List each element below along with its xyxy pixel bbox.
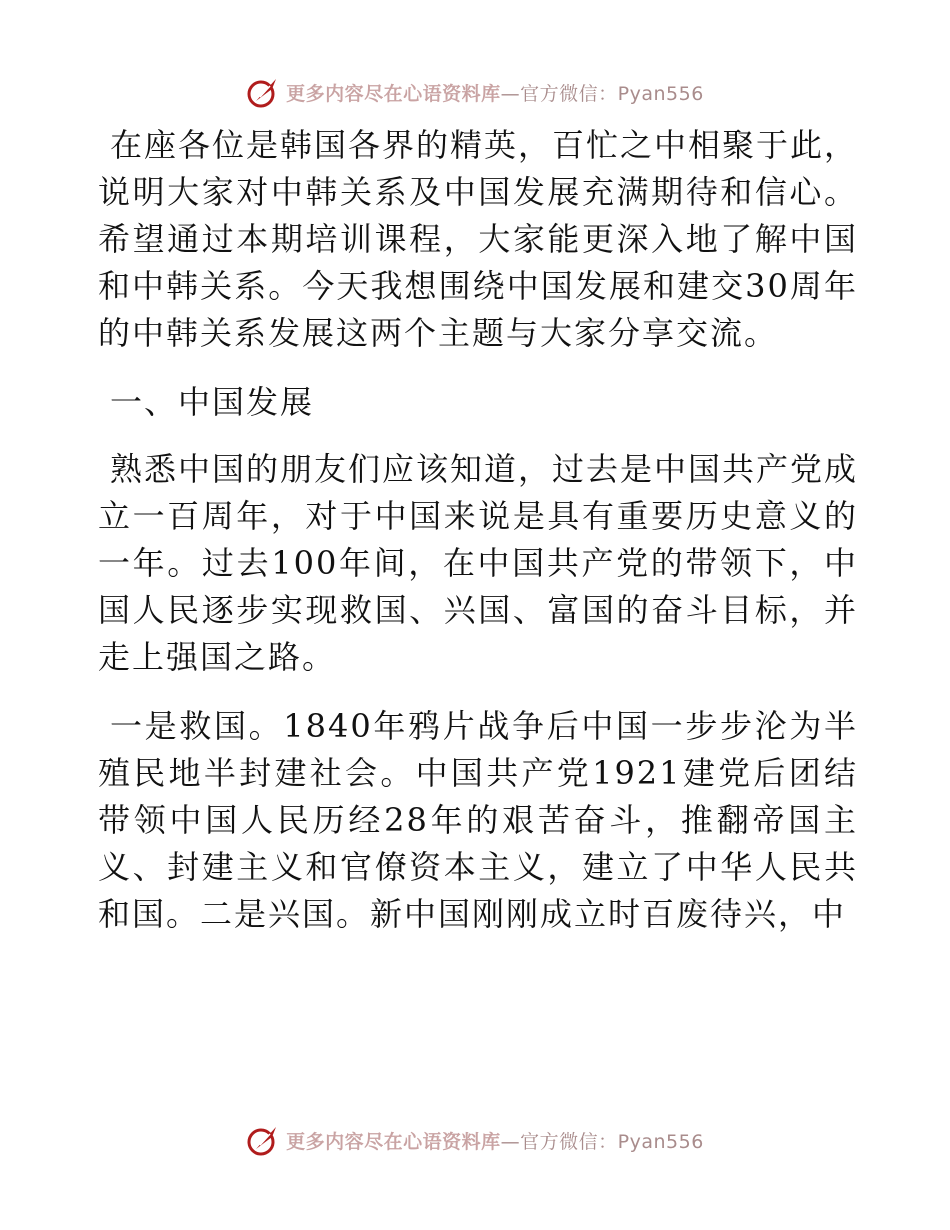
body-paragraph-party-centenary: 熟悉中国的朋友们应该知道，过去是中国共产党成立一百周年，对于中国来说是具有重要历史意义的一年。过去100年间，在中国共产党的带领下，中国人民逐步实现救国、兴国、富国的奋斗目标，并走上强国之路。 (98, 450, 859, 676)
footer-watermark-banner (0, 1120, 950, 1160)
watermark-contact-text: —官方微信：Pyan556 (500, 82, 704, 105)
quill-pen-logo-icon (246, 75, 280, 109)
quill-pen-logo-icon (246, 1123, 280, 1157)
watermark-brand-text: 更多内容尽在心语资料库 (286, 82, 501, 105)
body-paragraph-saving-nation: 一是救国。1840年鸦片战争后中国一步步沦为半殖民地半封建社会。中国共产党1921建党后团结带领中国人民历经28年的艰苦奋斗，推翻帝国主义、封建主义和官僚资本主义，建立了中华人民共和国。二是兴国。新中国刚刚成立时百废待兴，中 (98, 707, 858, 933)
watermark-brand-text: 更多内容尽在心语资料库 (286, 1130, 501, 1153)
document-body (98, 122, 858, 960)
section-heading-china-development: 一、中国发展 (110, 383, 315, 421)
header-watermark-banner (0, 72, 950, 112)
watermark-contact-text: —官方微信：Pyan556 (500, 1130, 704, 1153)
body-paragraph-intro: 在座各位是韩国各界的精英，百忙之中相聚于此，说明大家对中韩关系及中国发展充满期待和信心。希望通过本期培训课程，大家能更深入地了解中国和中韩关系。今天我想围绕中国发展和建交30周年的中韩关系发展这两个主题与大家分享交流。 (98, 126, 859, 352)
